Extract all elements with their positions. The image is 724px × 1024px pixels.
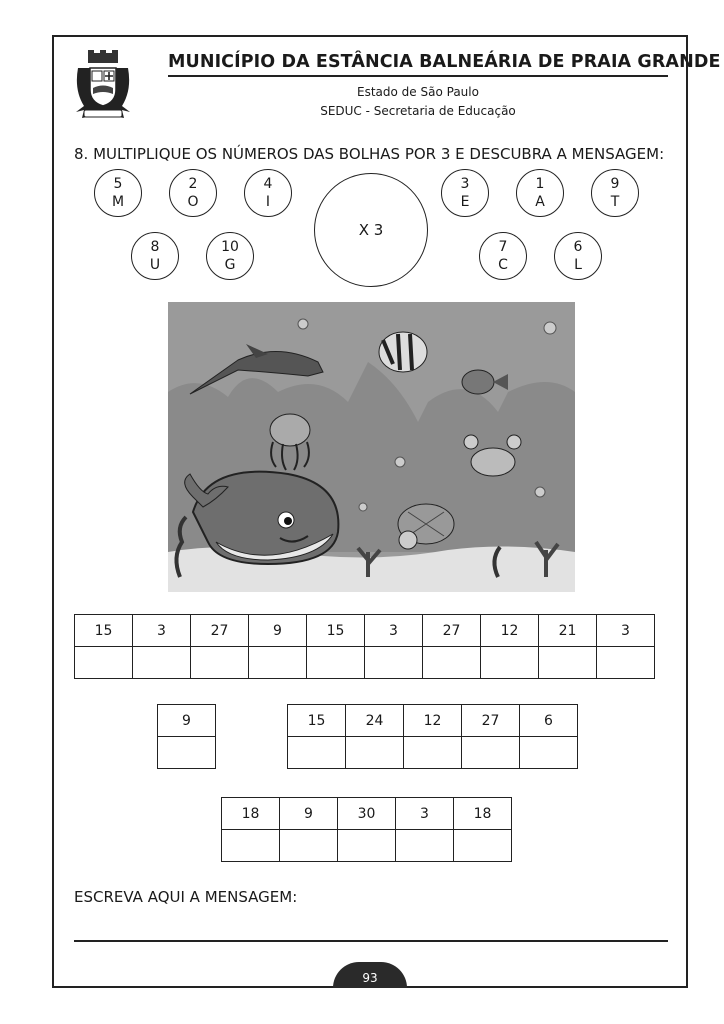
bubble-number: 5 bbox=[113, 176, 123, 192]
answer-cell[interactable] bbox=[597, 647, 655, 679]
bubble-number: 7 bbox=[498, 239, 508, 255]
bubble-letter: T bbox=[610, 194, 620, 210]
number-cell: 9 bbox=[280, 798, 338, 830]
answer-cell[interactable] bbox=[520, 737, 578, 769]
answer-cell[interactable] bbox=[539, 647, 597, 679]
number-cell: 27 bbox=[191, 615, 249, 647]
number-row bbox=[158, 705, 216, 737]
answer-row bbox=[75, 647, 655, 679]
answer-cell[interactable] bbox=[222, 830, 280, 862]
answer-cell[interactable] bbox=[423, 647, 481, 679]
bubble-number: 1 bbox=[535, 176, 545, 192]
number-cell: 18 bbox=[454, 798, 512, 830]
number-cell: 27 bbox=[462, 705, 520, 737]
answer-cell[interactable] bbox=[338, 830, 396, 862]
answer-cell[interactable] bbox=[75, 647, 133, 679]
answer-row bbox=[222, 830, 512, 862]
multiplier-bubble bbox=[314, 173, 428, 287]
write-message-prompt: ESCREVA AQUI A MENSAGEM: bbox=[74, 888, 298, 906]
number-cell: 24 bbox=[346, 705, 404, 737]
state-name: Estado de São Paulo bbox=[357, 85, 479, 99]
answer-cell[interactable] bbox=[481, 647, 539, 679]
municipality-title: MUNICÍPIO DA ESTÂNCIA BALNEÁRIA DE PRAIA GRANDE bbox=[168, 52, 668, 77]
number-cell: 3 bbox=[365, 615, 423, 647]
number-row bbox=[288, 705, 578, 737]
bubble-letter: A bbox=[535, 194, 545, 210]
bubble-number: 2 bbox=[188, 176, 198, 192]
puzzle-table-row2b bbox=[287, 704, 578, 769]
bubble-letter: C bbox=[498, 257, 508, 273]
bubble-number: 9 bbox=[610, 176, 620, 192]
bubble-number: 10 bbox=[221, 239, 239, 255]
number-cell: 3 bbox=[133, 615, 191, 647]
bubble-letter: L bbox=[574, 257, 582, 273]
answer-cell[interactable] bbox=[462, 737, 520, 769]
answer-cell[interactable] bbox=[191, 647, 249, 679]
puzzle-table-row3 bbox=[221, 797, 512, 862]
multiplier-label: X 3 bbox=[358, 221, 384, 239]
number-row bbox=[75, 615, 655, 647]
bubble bbox=[244, 169, 292, 217]
number-cell: 30 bbox=[338, 798, 396, 830]
answer-cell[interactable] bbox=[288, 737, 346, 769]
number-cell: 6 bbox=[520, 705, 578, 737]
bubble-letter: U bbox=[149, 257, 161, 273]
answer-cell[interactable] bbox=[307, 647, 365, 679]
page-number-tab bbox=[333, 962, 407, 988]
municipal-crest-icon bbox=[74, 50, 132, 122]
bubble-letter: O bbox=[187, 194, 199, 210]
answer-cell[interactable] bbox=[280, 830, 338, 862]
number-cell: 15 bbox=[307, 615, 365, 647]
answer-line[interactable] bbox=[74, 940, 668, 942]
bubble-number: 8 bbox=[150, 239, 160, 255]
bubble bbox=[206, 232, 254, 280]
bubble-letter: G bbox=[224, 257, 236, 273]
department-name: SEDUC - Secretaria de Educação bbox=[320, 104, 516, 118]
number-cell: 9 bbox=[158, 705, 216, 737]
number-cell: 21 bbox=[539, 615, 597, 647]
answer-cell[interactable] bbox=[249, 647, 307, 679]
number-cell: 9 bbox=[249, 615, 307, 647]
number-cell: 3 bbox=[597, 615, 655, 647]
answer-cell[interactable] bbox=[133, 647, 191, 679]
bubble bbox=[131, 232, 179, 280]
bubble bbox=[479, 232, 527, 280]
puzzle-table-row2a bbox=[157, 704, 216, 769]
number-cell: 12 bbox=[404, 705, 462, 737]
bubble bbox=[554, 232, 602, 280]
bubble-number: 6 bbox=[573, 239, 583, 255]
bubble bbox=[591, 169, 639, 217]
bubble-number: 3 bbox=[460, 176, 470, 192]
bubble-letter: M bbox=[111, 194, 125, 210]
answer-cell[interactable] bbox=[396, 830, 454, 862]
number-cell: 12 bbox=[481, 615, 539, 647]
answer-cell[interactable] bbox=[158, 737, 216, 769]
bubble-letter: E bbox=[460, 194, 470, 210]
answer-cell[interactable] bbox=[404, 737, 462, 769]
number-cell: 18 bbox=[222, 798, 280, 830]
number-cell: 27 bbox=[423, 615, 481, 647]
answer-cell[interactable] bbox=[454, 830, 512, 862]
answer-row bbox=[158, 737, 216, 769]
puzzle-table-row1 bbox=[74, 614, 655, 679]
answer-cell[interactable] bbox=[346, 737, 404, 769]
bubble-number: 4 bbox=[263, 176, 273, 192]
exercise-instruction: 8. MULTIPLIQUE OS NÚMEROS DAS BOLHAS POR 3 E DESCUBRA A MENSAGEM: bbox=[74, 145, 665, 163]
number-cell: 15 bbox=[288, 705, 346, 737]
number-cell: 15 bbox=[75, 615, 133, 647]
number-cell: 3 bbox=[396, 798, 454, 830]
bubble-letter: I bbox=[265, 194, 271, 210]
answer-cell[interactable] bbox=[365, 647, 423, 679]
page-number: 93 bbox=[362, 971, 378, 985]
bubble bbox=[441, 169, 489, 217]
ocean-illustration bbox=[168, 302, 575, 592]
answer-row bbox=[288, 737, 578, 769]
bubble bbox=[516, 169, 564, 217]
bubble bbox=[94, 169, 142, 217]
number-row bbox=[222, 798, 512, 830]
bubble bbox=[169, 169, 217, 217]
